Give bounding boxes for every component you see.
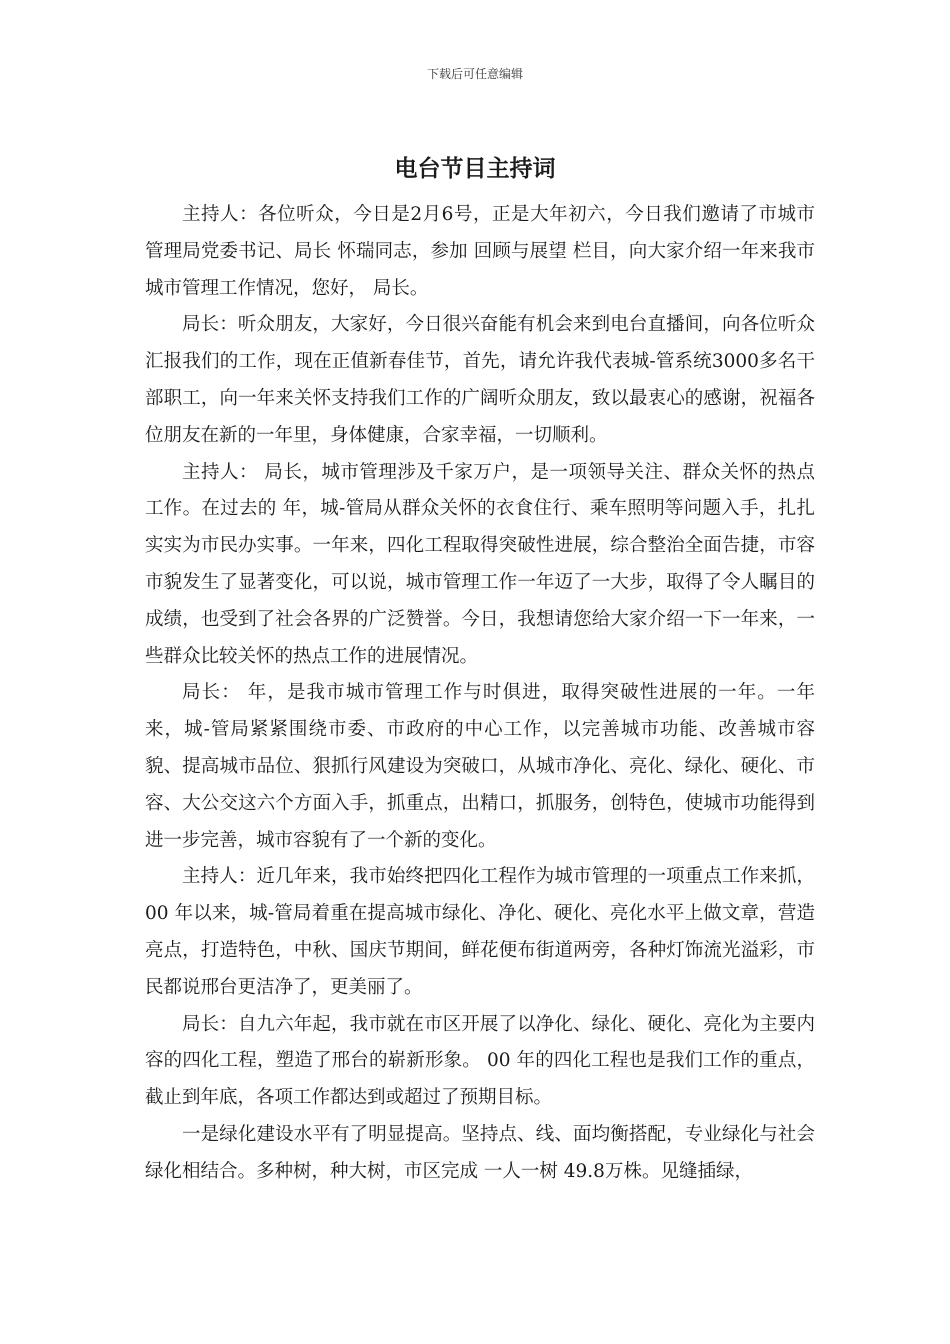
paragraph-director-overview: 局长： 年，是我市城市管理工作与时俱进，取得突破性进展的一年。一年来，城-管局紧紧围绕市委、市政府的中心工作，以完善城市功能、改善城市容貌、提高城市品位、狠抓行风建设为突破口，从城市净化、亮化、绿化、硬化、市容、大公交这六个方面入手，抓重点，出精口，抓服务，创特色，使城市功能得到进一步完善，城市容貌有了一个新的变化。 — [145, 682, 815, 851]
paragraph-greening: 一是绿化建设水平有了明显提高。坚持点、线、面均衡搭配，专业绿化与社会绿化相结合。多种树，种大树，市区完成 一人一树 49.8万株。见缝插绿， — [145, 1123, 815, 1182]
paragraph-host-intro: 主持人：各位听众，今日是2月6号，正是大年初六，今日我们邀请了市城市管理局党委书记、局长 怀瑞同志，参加 回顾与展望 栏目，向大家介绍一年来我市城市管理工作情况，您好， 局长。 — [145, 204, 815, 299]
paragraph-director-four-modernizations: 局长：自九六年起，我市就在市区开展了以净化、绿化、硬化、亮化为主要内容的四化工程，塑造了邢台的崭新形象。 00 年的四化工程也是我们工作的重点，截止到年底，各项工作都达到或超过了预期目标。 — [145, 1013, 815, 1109]
document-title: 电台节目主持词 — [394, 155, 556, 182]
paragraph-director-greeting: 局长：听众朋友，大家好，今日很兴奋能有机会来到电台直播间，向各位听众汇报我们的工作，现在正值新春佳节，首先，请允许我代表城-管系统3000多名干部职工，向一年来关怀支持我们工作的广阔听众朋友，致以最衷心的感谢，祝福各位朋友在新的一年里，身体健康，合家幸福，一切顺利。 — [145, 314, 815, 446]
document-body — [145, 197, 815, 1191]
paragraph-host-question: 主持人： 局长，城市管理涉及千家万户，是一项领导关注、群众关怀的热点工作。在过去的 年，城-管局从群众关怀的衣食住行、乘车照明等问题入手，扎扎实实为市民办实事。一年来，四化工程取得突破性进展，综合整治全面告捷，市容市貌发生了显著变化，可以说，城市管理工作一年迈了一大步，取得了令人瞩目的成绩，也受到了社会各界的广泛赞誉。今日，我想请您给大家介绍一下一年来，一些群众比较关怀的热点工作的进展情况。 — [145, 461, 815, 667]
page-header-note: 下载后可任意编辑 — [426, 67, 523, 81]
paragraph-host-four-modernizations: 主持人：近几年来，我市始终把四化工程作为城市管理的一项重点工作来抓， 00 年以来，城-管局着重在提高城市绿化、净化、硬化、亮化水平上做文章，营造亮点，打造特色，中秋、国庆节期间，鲜花便布街道两旁，各种灯饰流光溢彩，市民都说邢台更洁净了，更美丽了。 — [145, 866, 815, 998]
